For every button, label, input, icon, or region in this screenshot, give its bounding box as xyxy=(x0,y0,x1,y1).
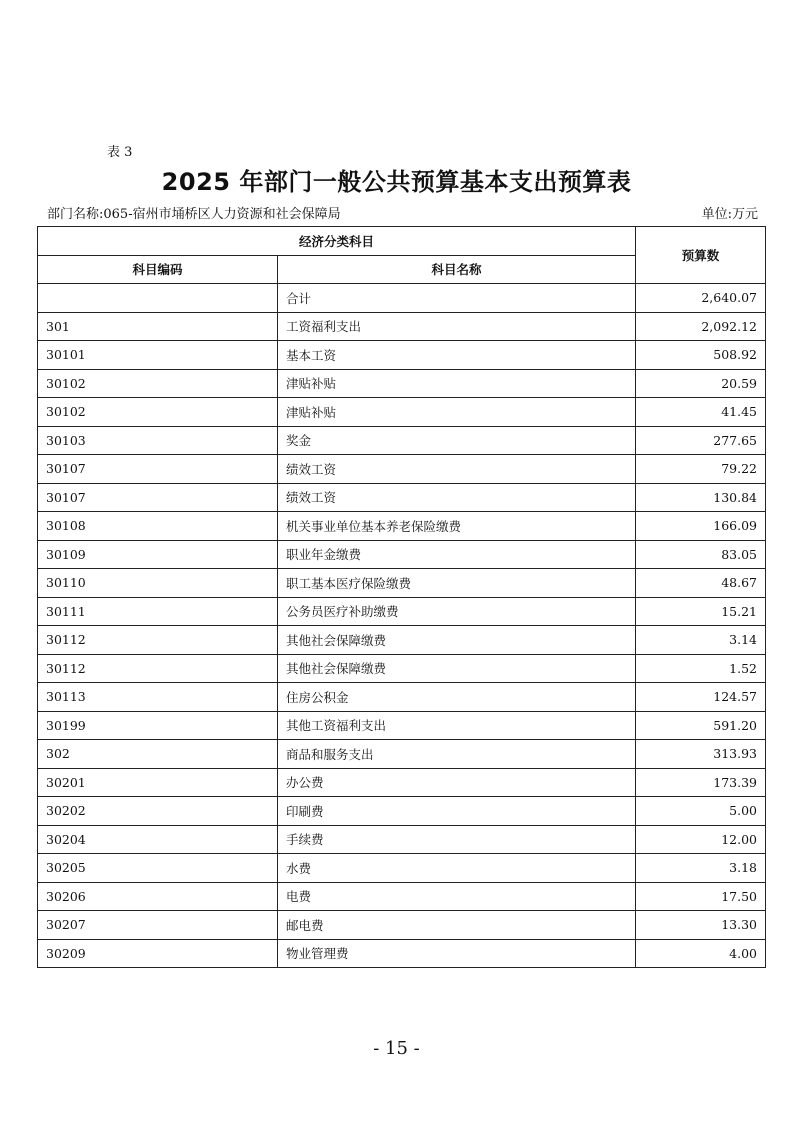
header-code: 科目编码 xyxy=(38,255,278,284)
cell-amount: 17.50 xyxy=(636,882,766,911)
cell-amount: 13.30 xyxy=(636,911,766,940)
cell-name: 邮电费 xyxy=(278,911,636,940)
cell-code: 30103 xyxy=(38,426,278,455)
cell-name: 职业年金缴费 xyxy=(278,540,636,569)
cell-code: 30113 xyxy=(38,683,278,712)
cell-code: 30102 xyxy=(38,369,278,398)
table-row xyxy=(38,768,766,797)
cell-name: 机关事业单位基本养老保险缴费 xyxy=(278,512,636,541)
cell-name: 绩效工资 xyxy=(278,455,636,484)
cell-name: 工资福利支出 xyxy=(278,312,636,341)
cell-code: 30206 xyxy=(38,882,278,911)
cell-code: 30204 xyxy=(38,825,278,854)
table-row xyxy=(38,854,766,883)
cell-name: 津贴补贴 xyxy=(278,369,636,398)
cell-code: 302 xyxy=(38,740,278,769)
table-row xyxy=(38,341,766,370)
cell-amount: 591.20 xyxy=(636,711,766,740)
cell-code: 30109 xyxy=(38,540,278,569)
table-row xyxy=(38,540,766,569)
table-row xyxy=(38,398,766,427)
header-budget: 预算数 xyxy=(636,227,766,284)
cell-amount: 48.67 xyxy=(636,569,766,598)
table-row xyxy=(38,426,766,455)
cell-amount: 124.57 xyxy=(636,683,766,712)
table-body xyxy=(38,284,766,968)
table-row xyxy=(38,455,766,484)
page-title: 2025 年部门一般公共预算基本支出预算表 xyxy=(161,168,632,196)
cell-amount: 3.18 xyxy=(636,854,766,883)
cell-code: 30101 xyxy=(38,341,278,370)
cell-code: 30110 xyxy=(38,569,278,598)
table-row xyxy=(38,797,766,826)
table-row xyxy=(38,882,766,911)
cell-code: 301 xyxy=(38,312,278,341)
cell-amount: 20.59 xyxy=(636,369,766,398)
cell-code: 30111 xyxy=(38,597,278,626)
table-row xyxy=(38,312,766,341)
cell-amount: 83.05 xyxy=(636,540,766,569)
cell-name: 其他社会保障缴费 xyxy=(278,654,636,683)
cell-amount: 2,640.07 xyxy=(636,284,766,313)
cell-code: 30201 xyxy=(38,768,278,797)
cell-name: 基本工资 xyxy=(278,341,636,370)
cell-code: 30112 xyxy=(38,654,278,683)
table-row xyxy=(38,369,766,398)
cell-name: 奖金 xyxy=(278,426,636,455)
header-category: 经济分类科目 xyxy=(38,227,636,256)
cell-name: 手续费 xyxy=(278,825,636,854)
cell-name: 职工基本医疗保险缴费 xyxy=(278,569,636,598)
cell-amount: 3.14 xyxy=(636,626,766,655)
table-row xyxy=(38,939,766,968)
cell-code: 30107 xyxy=(38,483,278,512)
cell-name: 商品和服务支出 xyxy=(278,740,636,769)
table-row xyxy=(38,512,766,541)
budget-table xyxy=(37,226,766,968)
cell-code: 30102 xyxy=(38,398,278,427)
cell-name: 津贴补贴 xyxy=(278,398,636,427)
table-row xyxy=(38,654,766,683)
table-row xyxy=(38,569,766,598)
cell-code: 30209 xyxy=(38,939,278,968)
cell-name: 其他社会保障缴费 xyxy=(278,626,636,655)
cell-amount: 79.22 xyxy=(636,455,766,484)
cell-name: 水费 xyxy=(278,854,636,883)
cell-code: 30199 xyxy=(38,711,278,740)
header-name: 科目名称 xyxy=(278,255,636,284)
cell-code: 30112 xyxy=(38,626,278,655)
unit-label: 单位:万元 xyxy=(701,207,758,222)
cell-code: 30205 xyxy=(38,854,278,883)
table-row xyxy=(38,626,766,655)
table-row xyxy=(38,911,766,940)
table-row xyxy=(38,683,766,712)
cell-amount: 12.00 xyxy=(636,825,766,854)
cell-amount: 277.65 xyxy=(636,426,766,455)
cell-name: 办公费 xyxy=(278,768,636,797)
cell-code xyxy=(38,284,278,313)
cell-name: 公务员医疗补助缴费 xyxy=(278,597,636,626)
cell-amount: 1.52 xyxy=(636,654,766,683)
cell-amount: 4.00 xyxy=(636,939,766,968)
table-row xyxy=(38,483,766,512)
page-number: - 15 - xyxy=(373,1038,420,1059)
cell-amount: 173.39 xyxy=(636,768,766,797)
cell-name: 合计 xyxy=(278,284,636,313)
cell-amount: 130.84 xyxy=(636,483,766,512)
cell-code: 30108 xyxy=(38,512,278,541)
cell-name: 物业管理费 xyxy=(278,939,636,968)
cell-code: 30207 xyxy=(38,911,278,940)
table-row xyxy=(38,597,766,626)
cell-name: 印刷费 xyxy=(278,797,636,826)
cell-code: 30202 xyxy=(38,797,278,826)
cell-amount: 41.45 xyxy=(636,398,766,427)
cell-name: 住房公积金 xyxy=(278,683,636,712)
table-row xyxy=(38,825,766,854)
cell-amount: 15.21 xyxy=(636,597,766,626)
cell-name: 绩效工资 xyxy=(278,483,636,512)
table-row xyxy=(38,711,766,740)
cell-amount: 166.09 xyxy=(636,512,766,541)
table-row xyxy=(38,284,766,313)
cell-amount: 5.00 xyxy=(636,797,766,826)
cell-amount: 2,092.12 xyxy=(636,312,766,341)
department-name: 部门名称:065-宿州市埇桥区人力资源和社会保障局 xyxy=(47,207,341,222)
table-label: 表 3 xyxy=(107,145,133,160)
table-row xyxy=(38,740,766,769)
cell-name: 其他工资福利支出 xyxy=(278,711,636,740)
cell-code: 30107 xyxy=(38,455,278,484)
cell-amount: 313.93 xyxy=(636,740,766,769)
cell-amount: 508.92 xyxy=(636,341,766,370)
cell-name: 电费 xyxy=(278,882,636,911)
